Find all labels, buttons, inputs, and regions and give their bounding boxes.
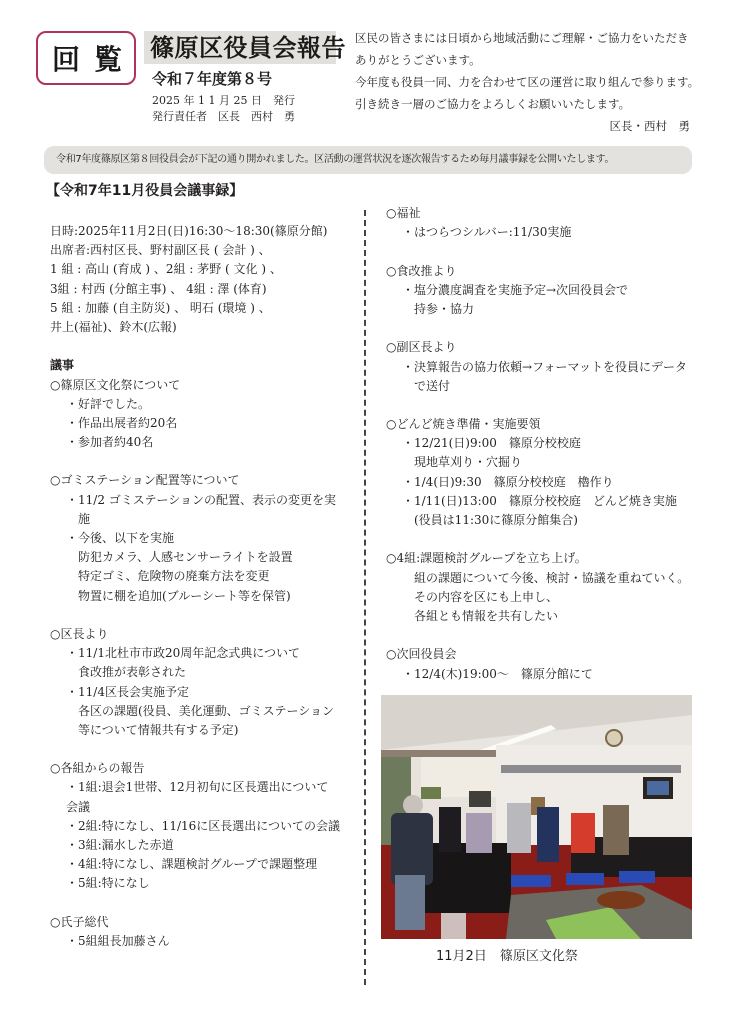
topic-subitem: 防犯カメラ、人感センサーライトを設置 bbox=[78, 550, 293, 565]
topic-heading: ○各組からの報告 bbox=[50, 761, 145, 776]
topic-item: ・11/1北杜市市政20周年記念式典について bbox=[66, 646, 300, 661]
topic-heading: ○食改推より bbox=[386, 263, 457, 278]
attendees-line: 井上(福祉)、鈴木(広報) bbox=[50, 319, 177, 334]
topic-item: ・11/4区長会実施予定 bbox=[66, 684, 189, 699]
topic-heading: ○次回役員会 bbox=[386, 647, 457, 662]
topic-item: ・12/21(日)9:00 篠原分校校庭 bbox=[402, 436, 581, 451]
festival-photo bbox=[381, 695, 692, 939]
left-column bbox=[50, 222, 355, 951]
topic-item: ・4組:特になし、課題検討グループで課題整理 bbox=[66, 857, 318, 872]
greeting-message bbox=[355, 27, 700, 137]
topic-heading: ○副区長より bbox=[386, 340, 457, 355]
topic-heading: ○どんど焼き準備・実施要領 bbox=[386, 417, 541, 432]
topic-item-cont: 会議 bbox=[66, 799, 91, 814]
column-divider bbox=[364, 210, 366, 985]
topic-item: ・はつらつシルバー:11/30実施 bbox=[402, 225, 572, 240]
publish-date: 2025 年 1 1 月 25 日 発行 bbox=[152, 94, 295, 107]
topic-item: ・今後、以下を実施 bbox=[66, 531, 175, 545]
issue-number: 令和７年度第８号 bbox=[152, 70, 273, 88]
photo-caption: 11月2日 篠原区文化祭 bbox=[436, 949, 578, 964]
greeting-line: 引き続き一層のご協力をよろしくお願いいたします。 bbox=[355, 97, 631, 111]
topic-item-cont: 食改推が表彰された bbox=[78, 665, 187, 680]
topic-item-cont: 持参・協力 bbox=[414, 301, 475, 316]
topic-item: ・3組:漏水した赤道 bbox=[66, 838, 174, 852]
topic-item: ・11/2 ゴミステーションの配置、表示の変更を実 bbox=[66, 492, 337, 507]
newsletter-title: 篠原区役員会報告 bbox=[144, 31, 336, 64]
topic-item: ・2組:特になし、11/16に区長選出についての会議 bbox=[66, 818, 341, 833]
greeting-line: 今年度も役員一同、力を合わせて区の運営に取り組んで参ります。 bbox=[355, 75, 700, 89]
intro-banner: 令和7年度篠原区第８回役員会が下記の通り開かれました。区活動の運営状況を逐次報告するため毎月議事録を公開いたします。 bbox=[44, 146, 692, 174]
topic-item-cont: 現地草刈り・穴掘り bbox=[414, 455, 523, 470]
topic-item: ・好評でした。 bbox=[66, 396, 151, 411]
topic-item: ・5組組長加藤さん bbox=[66, 933, 170, 948]
topic-item-cont: 施 bbox=[78, 511, 91, 526]
attendees-line: 出席者:西村区長、野村副区長 ( 会計 ) 、 bbox=[50, 243, 271, 258]
meeting-datetime: 日時:2025年11月2日(日)16:30～18:30(篠原分館) bbox=[50, 224, 328, 238]
greeting-line: ありがとうございます。 bbox=[355, 53, 481, 67]
kairan-char-2: 覧 bbox=[93, 43, 122, 76]
topic-item: ・作品出展者約20名 bbox=[66, 415, 178, 430]
topic-item-cont: 等について情報共有する予定) bbox=[78, 722, 239, 737]
topic-heading: ○区長より bbox=[50, 626, 109, 641]
minutes-title: 【令和7年11月役員会議事録】 bbox=[46, 183, 244, 199]
topic-heading: ○ゴミステーション配置等について bbox=[50, 473, 240, 488]
topic-subitem: 物置に棚を追加(ブルーシート等を保管) bbox=[78, 588, 291, 603]
topic-heading: ○福祉 bbox=[386, 206, 421, 220]
greeting-signature: 区長・西村 勇 bbox=[609, 119, 690, 133]
attendees-line: 1 組 : 高山 (育成 ) 、2組 : 茅野 ( 文化 ) 、 bbox=[50, 262, 282, 277]
topic-item-cont: その内容を区にも上申し、 bbox=[414, 589, 559, 604]
topic-item: ・参加者約40名 bbox=[66, 435, 154, 450]
right-column bbox=[386, 204, 706, 684]
topic-item: ・12/4(木)19:00～ 篠原分館にて bbox=[402, 666, 593, 681]
topic-item-cont: で送付 bbox=[414, 378, 451, 393]
topic-item: ・決算報告の協力依頼→フォーマットを役員にデータ bbox=[402, 359, 687, 374]
agenda-label: 議事 bbox=[50, 358, 75, 373]
topic-heading: ○4組:課題検討グループを立ち上げ。 bbox=[386, 551, 587, 566]
kairan-badge bbox=[36, 31, 136, 85]
attendees-line: 5 組 : 加藤 (自主防災) 、 明石 (環境 ) 、 bbox=[50, 300, 271, 315]
topic-subitem: 特定ゴミ、危険物の廃棄方法を変更 bbox=[78, 569, 270, 584]
topic-item: ・1/11(日)13:00 篠原分校校庭 どんど焼き実施 bbox=[402, 493, 677, 508]
publisher: 発行責任者 区長 西村 勇 bbox=[152, 110, 295, 123]
topic-item: ・1組:退会1世帯、12月初旬に区長選出について bbox=[66, 780, 329, 795]
topic-item-cont: 各組とも情報を共有したい bbox=[414, 608, 559, 623]
topic-heading: ○氏子総代 bbox=[50, 914, 109, 929]
kairan-char-1: 回 bbox=[52, 43, 81, 76]
topic-heading: ○篠原区文化祭について bbox=[50, 377, 181, 392]
topic-item-cont: (役員は11:30に篠原分館集合) bbox=[414, 513, 578, 527]
topic-item: ・1/4(日)9:30 篠原分校校庭 櫓作り bbox=[402, 474, 614, 489]
topic-item: ・5組:特になし bbox=[66, 876, 150, 891]
topic-item-cont: 各区の課題(役員、美化運動、ゴミステーション bbox=[78, 703, 334, 718]
topic-item: ・塩分濃度調査を実施予定→次回役員会で bbox=[402, 282, 629, 297]
attendees-line: 3組 : 村西 (分館主事) 、 4組 : 澤 (体育) bbox=[50, 281, 267, 296]
greeting-line: 区民の皆さまには日頃から地域活動にご理解・ご協力をいただき bbox=[355, 31, 689, 45]
topic-item-cont: 組の課題について今後、検討・協議を重ねていく。 bbox=[414, 570, 690, 585]
